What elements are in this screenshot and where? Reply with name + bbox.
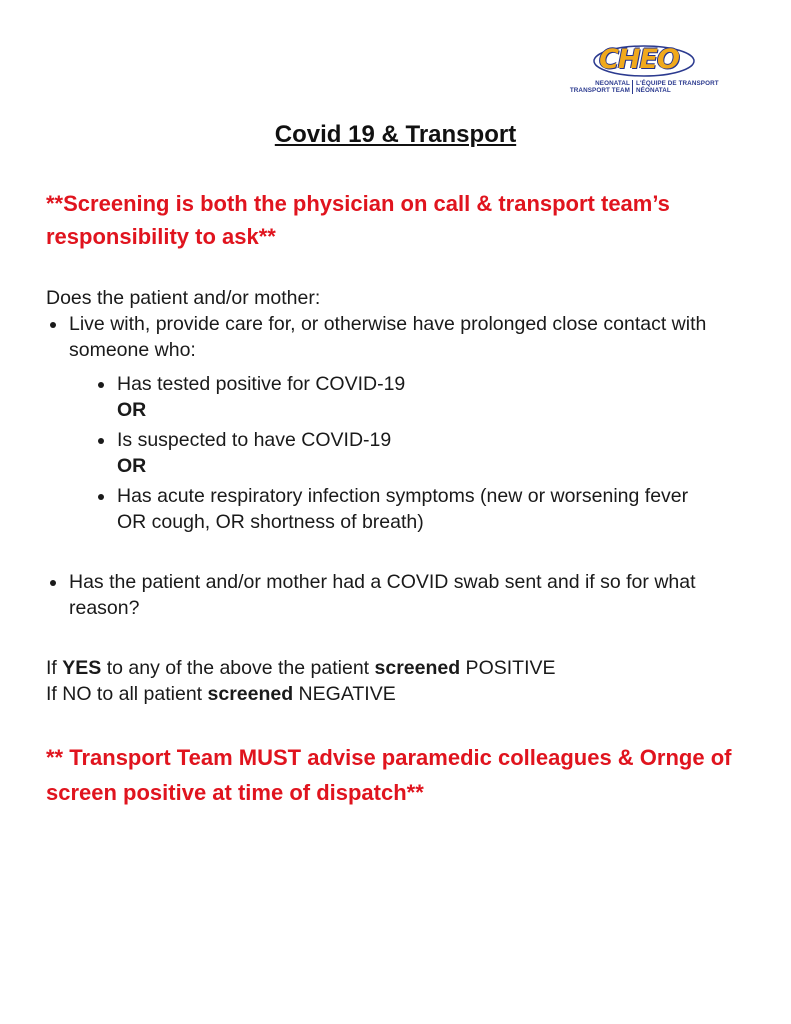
result-positive-prefix: If <box>46 657 63 679</box>
logo-divider <box>632 80 633 94</box>
result-negative-prefix: If NO to all patient <box>46 683 208 705</box>
bullet-icon <box>98 382 104 388</box>
logo-wordmark: CHEO <box>599 44 679 75</box>
bullet-icon <box>98 438 104 444</box>
result-positive <box>46 655 556 681</box>
list-item-covid-swab: Has the patient and/or mother had a COVID swab sent and if so for what reason? <box>69 571 696 619</box>
sub-item-symptoms: Has acute respiratory infection symptoms (new or worsening fever OR cough, OR shortness of breath) <box>117 485 689 533</box>
sub-item-tested-positive <box>117 371 737 423</box>
sub-item-text: Is suspected to have COVID-19 <box>117 429 392 451</box>
bullet-icon <box>50 322 56 328</box>
result-positive-middle: to any of the above the patient <box>101 657 375 679</box>
sub-item-suspected <box>117 427 737 479</box>
result-negative-suffix: NEGATIVE <box>293 683 396 705</box>
result-negative <box>46 681 396 707</box>
logo-text-french: L'ÉQUIPE DE TRANSPORT NÉONATAL <box>636 80 719 94</box>
page-title: Covid 19 & Transport <box>274 121 517 148</box>
or-connector: OR <box>117 399 147 421</box>
sub-item-text: Has tested positive for COVID-19 <box>117 373 406 395</box>
screening-warning: **Screening is both the physician on call & transport team’s responsibility to ask** <box>46 191 670 249</box>
result-positive-suffix: POSITIVE <box>460 657 556 679</box>
bullet-icon <box>98 494 104 500</box>
cheo-logo <box>566 44 746 100</box>
result-screened-keyword: screened <box>207 683 294 705</box>
list-item-close-contact: Live with, provide care for, or otherwise have prolonged close contact with someone who: <box>69 313 707 361</box>
result-yes-keyword: YES <box>62 657 102 679</box>
or-connector: OR <box>117 455 147 477</box>
result-screened-keyword: screened <box>374 657 461 679</box>
screening-question-intro: Does the patient and/or mother: <box>46 287 321 309</box>
logo-text-english: NEONATAL TRANSPORT TEAM <box>569 80 630 94</box>
dispatch-warning: ** Transport Team MUST advise paramedic colleagues & Ornge of screen positive at time of dispatch** <box>46 745 732 805</box>
bullet-icon <box>50 580 56 586</box>
